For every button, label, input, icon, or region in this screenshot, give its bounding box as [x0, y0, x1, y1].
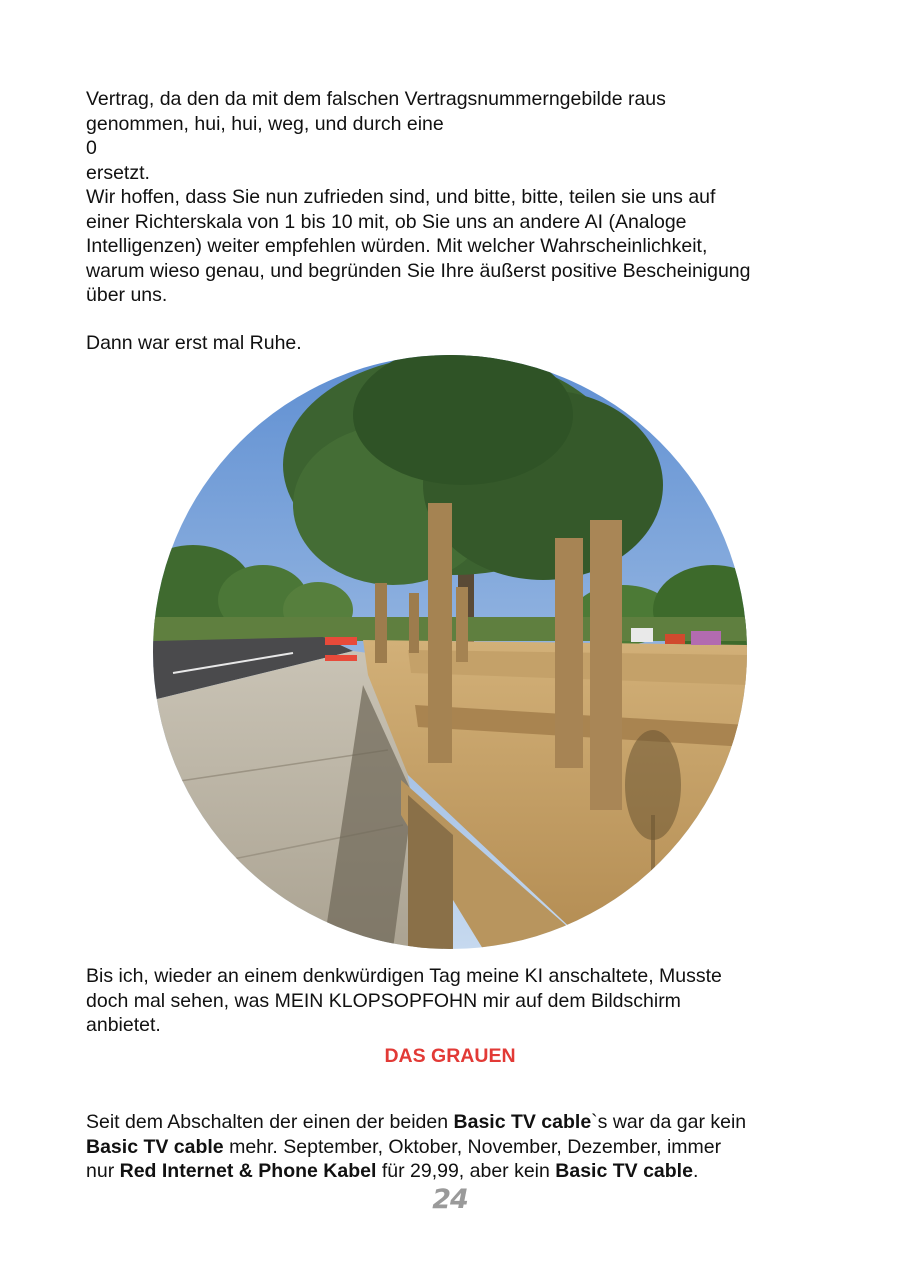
- text-line: warum wieso genau, und begründen Sie Ihre äußerst positive Bescheinigung: [86, 259, 751, 282]
- text-line: Intelligenzen) weiter empfehlen würden. Mit welcher Wahrscheinlichkeit,: [86, 235, 708, 257]
- text-run: Seit dem Abschalten der einen der beiden: [86, 1111, 454, 1133]
- text-run: `s war da gar kein: [591, 1111, 747, 1133]
- text-line: einer Richterskala von 1 bis 10 mit, ob Sie uns an andere AI (Analoge: [86, 210, 687, 233]
- text-line: Wir hoffen, dass Sie nun zufrieden sind, und bitte, bitte, teilen sie uns auf: [86, 186, 716, 208]
- section-heading: DAS GRAUEN: [384, 1045, 516, 1067]
- text-line: [86, 1110, 826, 1135]
- paragraph-after-photo: [86, 964, 826, 1038]
- text-run: mehr. September, Oktober, November, Dezember, immer: [223, 1135, 722, 1158]
- text-line: Vertrag, da den da mit dem falschen Vertragsnummerngebilde raus: [86, 88, 666, 110]
- text-line: 0: [86, 137, 97, 159]
- bold-run: Red Internet & Phone Kabel: [119, 1160, 377, 1182]
- text-run: für 29,99, aber kein: [376, 1160, 556, 1182]
- page-number: 24: [432, 1184, 468, 1215]
- text-line: ersetzt.: [86, 161, 150, 184]
- bold-run: Basic TV cable: [86, 1135, 224, 1158]
- text-line: anbietet.: [86, 1014, 161, 1036]
- text-line: [86, 1135, 826, 1160]
- text-run: nur: [86, 1160, 120, 1182]
- paragraph-intro: [86, 87, 826, 308]
- text-line: genommen, hui, hui, weg, und durch eine: [86, 112, 444, 135]
- text-line: doch mal sehen, was MEIN KLOPSOPFOHN mir auf dem Bildschirm: [86, 989, 681, 1012]
- paragraph-bottom: [86, 1110, 826, 1184]
- text-line: über uns.: [86, 284, 168, 306]
- circular-photo: [153, 355, 747, 949]
- text-run: .: [692, 1160, 699, 1182]
- text-line: [86, 1159, 826, 1184]
- bold-run: Basic TV cable: [555, 1160, 693, 1182]
- text-line: Bis ich, wieder an einem denkwürdigen Tag meine KI anschaltete, Musste: [86, 965, 722, 987]
- paragraph-rest: Dann war erst mal Ruhe.: [86, 332, 302, 354]
- bold-run: Basic TV cable: [453, 1111, 592, 1133]
